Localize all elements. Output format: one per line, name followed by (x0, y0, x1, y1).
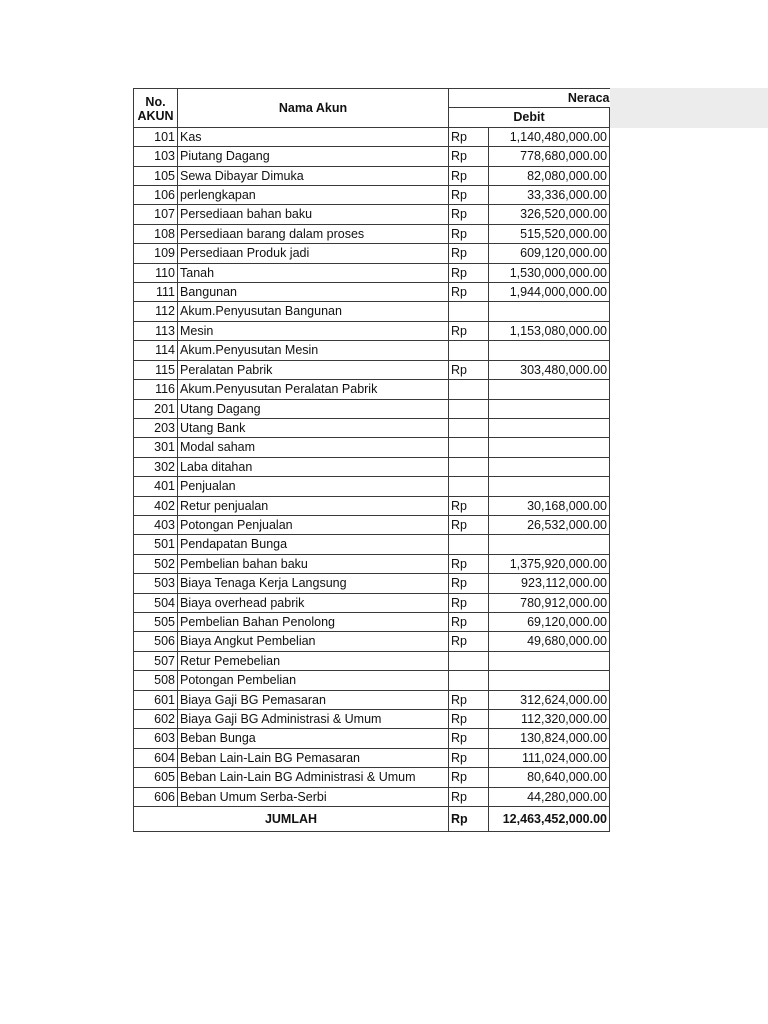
currency-label (449, 651, 489, 670)
debit-amount: 303,480,000.00 (489, 360, 610, 379)
currency-label: Rp (449, 515, 489, 534)
account-name: Piutang Dagang (178, 147, 449, 166)
account-name: Potongan Penjualan (178, 515, 449, 534)
debit-amount: 69,120,000.00 (489, 612, 610, 631)
debit-amount (489, 341, 610, 360)
account-number: 112 (134, 302, 178, 321)
debit-amount: 778,680,000.00 (489, 147, 610, 166)
debit-amount: 1,140,480,000.00 (489, 127, 610, 146)
currency-label (449, 438, 489, 457)
currency-label: Rp (449, 205, 489, 224)
account-name: Utang Bank (178, 418, 449, 437)
currency-label: Rp (449, 593, 489, 612)
ledger-body (134, 127, 610, 806)
header-no-line1: No. (145, 94, 166, 109)
account-number: 507 (134, 651, 178, 670)
table-row (134, 244, 610, 263)
table-row (134, 787, 610, 806)
table-row (134, 671, 610, 690)
account-number: 114 (134, 341, 178, 360)
currency-label: Rp (449, 690, 489, 709)
debit-amount: 1,944,000,000.00 (489, 283, 610, 302)
account-number: 301 (134, 438, 178, 457)
account-number: 103 (134, 147, 178, 166)
account-number: 110 (134, 263, 178, 282)
debit-amount: 609,120,000.00 (489, 244, 610, 263)
debit-amount: 44,280,000.00 (489, 787, 610, 806)
debit-amount: 1,375,920,000.00 (489, 554, 610, 573)
account-number: 504 (134, 593, 178, 612)
account-number: 601 (134, 690, 178, 709)
account-name: Akum.Penyusutan Bangunan (178, 302, 449, 321)
table-row (134, 574, 610, 593)
debit-amount: 33,336,000.00 (489, 186, 610, 205)
debit-amount: 30,168,000.00 (489, 496, 610, 515)
table-row (134, 127, 610, 146)
currency-label (449, 671, 489, 690)
debit-amount (489, 418, 610, 437)
debit-amount: 326,520,000.00 (489, 205, 610, 224)
currency-label (449, 302, 489, 321)
debit-amount: 112,320,000.00 (489, 710, 610, 729)
debit-amount (489, 671, 610, 690)
account-number: 502 (134, 554, 178, 573)
table-row (134, 632, 610, 651)
table-row (134, 205, 610, 224)
account-name: Penjualan (178, 477, 449, 496)
currency-label (449, 535, 489, 554)
currency-label: Rp (449, 166, 489, 185)
currency-label: Rp (449, 787, 489, 806)
debit-amount: 82,080,000.00 (489, 166, 610, 185)
header-no-akun (134, 89, 178, 128)
account-number: 603 (134, 729, 178, 748)
currency-label: Rp (449, 127, 489, 146)
table-row (134, 263, 610, 282)
currency-label: Rp (449, 244, 489, 263)
account-number: 108 (134, 224, 178, 243)
table-row (134, 535, 610, 554)
currency-label (449, 457, 489, 476)
account-name: Retur penjualan (178, 496, 449, 515)
account-name: Pendapatan Bunga (178, 535, 449, 554)
currency-label: Rp (449, 729, 489, 748)
total-amount: 12,463,452,000.00 (489, 807, 610, 832)
table-row (134, 283, 610, 302)
currency-label: Rp (449, 283, 489, 302)
currency-label: Rp (449, 612, 489, 631)
table-row (134, 380, 610, 399)
currency-label: Rp (449, 632, 489, 651)
table-row (134, 496, 610, 515)
currency-label (449, 418, 489, 437)
account-name: Akum.Penyusutan Mesin (178, 341, 449, 360)
account-number: 503 (134, 574, 178, 593)
currency-label (449, 341, 489, 360)
currency-label: Rp (449, 224, 489, 243)
table-row (134, 515, 610, 534)
header-nama-akun: Nama Akun (178, 89, 449, 128)
currency-label: Rp (449, 554, 489, 573)
debit-amount (489, 438, 610, 457)
account-number: 107 (134, 205, 178, 224)
account-number: 604 (134, 748, 178, 767)
account-name: Persediaan barang dalam proses (178, 224, 449, 243)
account-name: Tanah (178, 263, 449, 282)
account-name: Biaya Tenaga Kerja Langsung (178, 574, 449, 593)
table-row (134, 166, 610, 185)
account-number: 101 (134, 127, 178, 146)
currency-label (449, 399, 489, 418)
currency-label: Rp (449, 748, 489, 767)
account-number: 508 (134, 671, 178, 690)
table-row (134, 554, 610, 573)
table-row (134, 321, 610, 340)
debit-amount: 26,532,000.00 (489, 515, 610, 534)
account-number: 115 (134, 360, 178, 379)
debit-amount (489, 380, 610, 399)
table-row (134, 729, 610, 748)
account-name: perlengkapan (178, 186, 449, 205)
account-number: 116 (134, 380, 178, 399)
account-number: 106 (134, 186, 178, 205)
debit-amount (489, 651, 610, 670)
table-row (134, 341, 610, 360)
account-number: 403 (134, 515, 178, 534)
header-debit: Debit (449, 108, 610, 127)
table-row (134, 651, 610, 670)
table-row (134, 710, 610, 729)
account-name: Pembelian bahan baku (178, 554, 449, 573)
currency-label: Rp (449, 710, 489, 729)
account-name: Biaya Angkut Pembelian (178, 632, 449, 651)
account-name: Biaya overhead pabrik (178, 593, 449, 612)
total-label: JUMLAH (134, 807, 449, 832)
debit-amount: 1,153,080,000.00 (489, 321, 610, 340)
table-row (134, 612, 610, 631)
account-name: Utang Dagang (178, 399, 449, 418)
account-name: Beban Lain-Lain BG Administrasi & Umum (178, 768, 449, 787)
account-name: Laba ditahan (178, 457, 449, 476)
account-name: Beban Lain-Lain BG Pemasaran (178, 748, 449, 767)
neraca-table (133, 88, 610, 832)
account-name: Beban Umum Serba-Serbi (178, 787, 449, 806)
account-number: 602 (134, 710, 178, 729)
table-row (134, 593, 610, 612)
currency-label: Rp (449, 186, 489, 205)
account-number: 401 (134, 477, 178, 496)
debit-amount: 780,912,000.00 (489, 593, 610, 612)
debit-amount: 1,530,000,000.00 (489, 263, 610, 282)
table-row (134, 186, 610, 205)
account-name: Kas (178, 127, 449, 146)
account-name: Persediaan bahan baku (178, 205, 449, 224)
account-number: 109 (134, 244, 178, 263)
table-row (134, 360, 610, 379)
currency-label (449, 380, 489, 399)
table-row (134, 690, 610, 709)
currency-label: Rp (449, 147, 489, 166)
debit-amount: 515,520,000.00 (489, 224, 610, 243)
account-name: Beban Bunga (178, 729, 449, 748)
account-name: Retur Pemebelian (178, 651, 449, 670)
account-name: Sewa Dibayar Dimuka (178, 166, 449, 185)
account-number: 105 (134, 166, 178, 185)
total-rp: Rp (449, 807, 489, 832)
debit-amount: 111,024,000.00 (489, 748, 610, 767)
total-row (134, 807, 610, 832)
account-number: 506 (134, 632, 178, 651)
table-row (134, 477, 610, 496)
account-number: 113 (134, 321, 178, 340)
table-row (134, 418, 610, 437)
table-row (134, 438, 610, 457)
account-name: Biaya Gaji BG Pemasaran (178, 690, 449, 709)
account-name: Biaya Gaji BG Administrasi & Umum (178, 710, 449, 729)
account-number: 111 (134, 283, 178, 302)
account-number: 606 (134, 787, 178, 806)
currency-label: Rp (449, 263, 489, 282)
account-number: 505 (134, 612, 178, 631)
table-row (134, 457, 610, 476)
table-row (134, 224, 610, 243)
debit-amount (489, 399, 610, 418)
debit-amount (489, 457, 610, 476)
currency-label: Rp (449, 321, 489, 340)
account-name: Modal saham (178, 438, 449, 457)
account-name: Bangunan (178, 283, 449, 302)
table-row (134, 302, 610, 321)
account-name: Akum.Penyusutan Peralatan Pabrik (178, 380, 449, 399)
account-name: Pembelian Bahan Penolong (178, 612, 449, 631)
account-number: 203 (134, 418, 178, 437)
account-number: 605 (134, 768, 178, 787)
table-row (134, 147, 610, 166)
account-number: 201 (134, 399, 178, 418)
account-name: Potongan Pembelian (178, 671, 449, 690)
debit-amount: 80,640,000.00 (489, 768, 610, 787)
currency-label: Rp (449, 496, 489, 515)
account-name: Persediaan Produk jadi (178, 244, 449, 263)
debit-amount (489, 535, 610, 554)
currency-label: Rp (449, 574, 489, 593)
table-row (134, 399, 610, 418)
currency-label: Rp (449, 768, 489, 787)
header-no-line2: AKUN (137, 108, 174, 123)
account-number: 402 (134, 496, 178, 515)
debit-amount: 49,680,000.00 (489, 632, 610, 651)
debit-amount: 923,112,000.00 (489, 574, 610, 593)
currency-label: Rp (449, 360, 489, 379)
debit-amount (489, 302, 610, 321)
account-number: 501 (134, 535, 178, 554)
debit-amount (489, 477, 610, 496)
table-row (134, 768, 610, 787)
account-name: Peralatan Pabrik (178, 360, 449, 379)
header-row-1 (134, 89, 610, 108)
header-gray-band (609, 88, 768, 128)
header-neraca: Neraca (449, 89, 610, 108)
account-number: 302 (134, 457, 178, 476)
debit-amount: 130,824,000.00 (489, 729, 610, 748)
account-name: Mesin (178, 321, 449, 340)
currency-label (449, 477, 489, 496)
table-row (134, 748, 610, 767)
debit-amount: 312,624,000.00 (489, 690, 610, 709)
